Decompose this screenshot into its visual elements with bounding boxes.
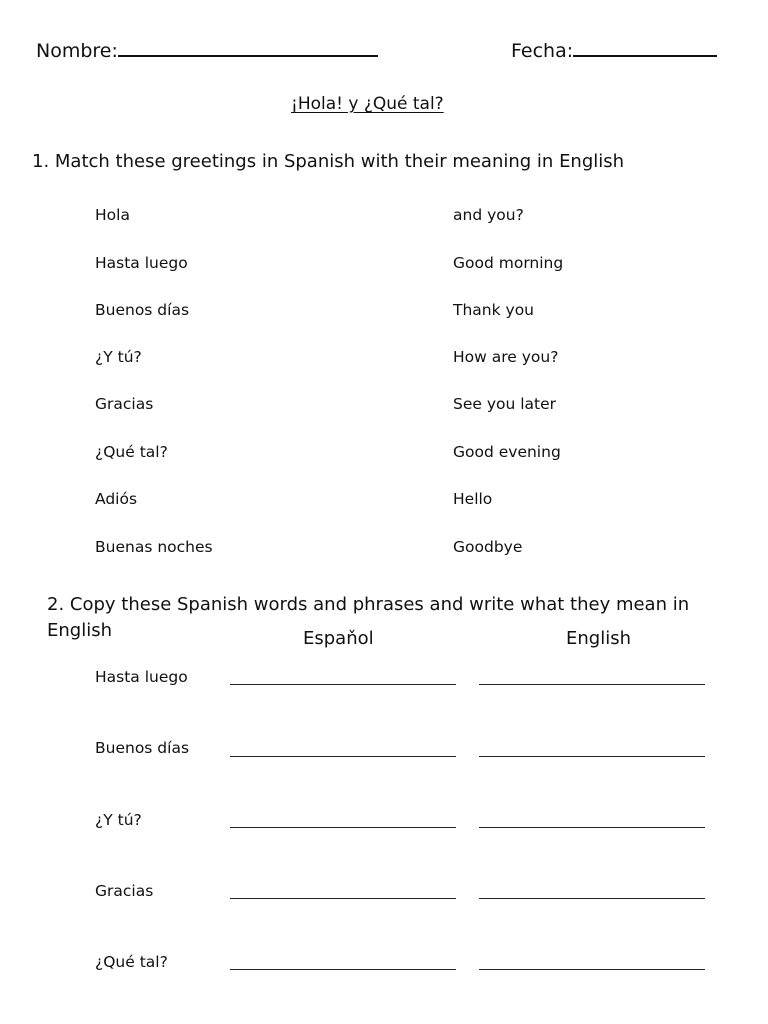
copy-word: ¿Y tú? xyxy=(95,811,142,829)
spanish-greeting: Buenas noches xyxy=(95,538,213,556)
english-meaning: See you later xyxy=(453,395,557,413)
spanish-answer-line[interactable] xyxy=(230,827,456,828)
spanish-answer-line[interactable] xyxy=(230,898,456,899)
spanish-greeting: ¿Y tú? xyxy=(95,348,142,366)
english-answer-line[interactable] xyxy=(479,827,705,828)
spanish-greeting: Buenos días xyxy=(95,301,190,319)
date-label: Fecha: xyxy=(511,40,574,62)
spanish-greeting: Hasta luego xyxy=(95,254,188,272)
date-blank-line[interactable] xyxy=(573,37,717,57)
english-meaning: Good morning xyxy=(453,254,564,272)
english-meaning: and you? xyxy=(453,206,524,224)
english-meaning: Good evening xyxy=(453,443,561,461)
spanish-answer-line[interactable] xyxy=(230,969,456,970)
section1-instruction: 1. Match these greetings in Spanish with their meaning in English xyxy=(32,151,625,172)
espanol-column-header: Espaňol xyxy=(303,628,374,649)
copy-word: Gracias xyxy=(95,882,154,900)
spanish-greeting: Hola xyxy=(95,206,130,224)
spanish-greeting: Adiós xyxy=(95,490,138,508)
copy-word: Buenos días xyxy=(95,739,190,757)
name-blank-line[interactable] xyxy=(118,37,378,57)
spanish-answer-line[interactable] xyxy=(230,684,456,685)
english-answer-line[interactable] xyxy=(479,969,705,970)
english-meaning: Hello xyxy=(453,490,493,508)
english-meaning: How are you? xyxy=(453,348,559,366)
spanish-answer-line[interactable] xyxy=(230,756,456,757)
english-answer-line[interactable] xyxy=(479,756,705,757)
copy-word: ¿Qué tal? xyxy=(95,953,168,971)
worksheet-title: ¡Hola! y ¿Qué tal? xyxy=(291,94,444,114)
section2-instruction-line2: English xyxy=(47,620,112,641)
english-answer-line[interactable] xyxy=(479,684,705,685)
english-column-header: English xyxy=(566,628,631,649)
section2-instruction-line1: 2. Copy these Spanish words and phrases and write what they mean in xyxy=(47,594,690,615)
english-meaning: Goodbye xyxy=(453,538,523,556)
spanish-greeting: ¿Qué tal? xyxy=(95,443,168,461)
date-field[interactable] xyxy=(511,37,717,62)
english-meaning: Thank you xyxy=(453,301,534,319)
english-answer-line[interactable] xyxy=(479,898,705,899)
name-label: Nombre: xyxy=(36,40,118,62)
name-field[interactable] xyxy=(36,37,378,62)
copy-word: Hasta luego xyxy=(95,668,188,686)
spanish-greeting: Gracias xyxy=(95,395,154,413)
